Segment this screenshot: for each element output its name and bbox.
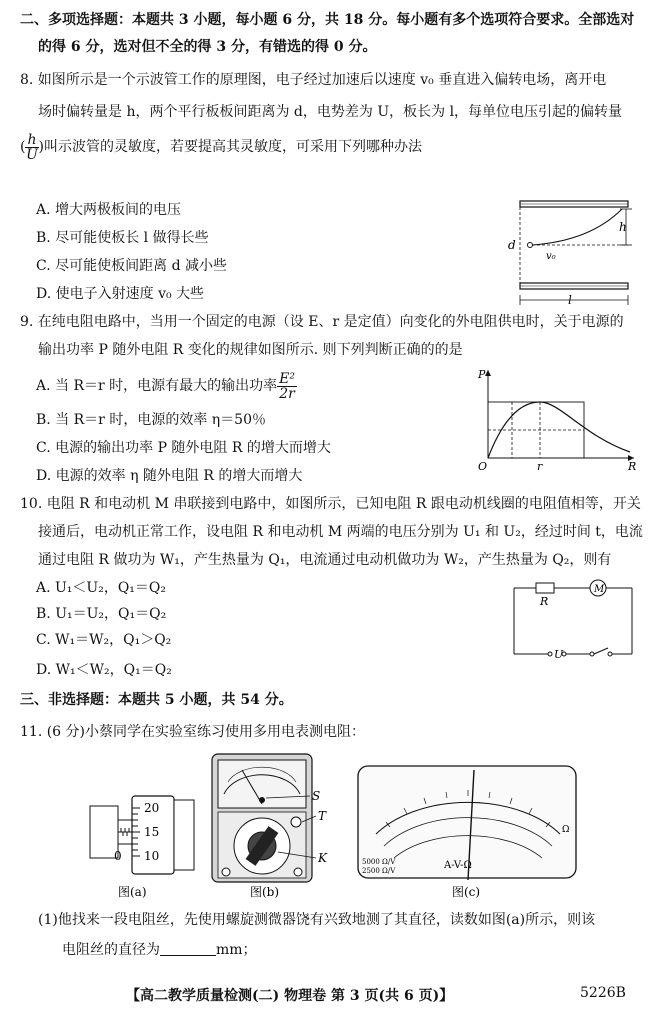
multimeter-figure [206,752,336,902]
origin-label: O [478,460,488,473]
q8-stem-3: ( $\frac{h}{U}$ )叫示波管的灵敏度，若要提高其灵敏度，可采用下列哪种办法 [20,131,422,163]
label-h: h [619,220,627,234]
q8-option-a[interactable]: A. 增大两极板间的电压 [36,202,182,218]
q11-sub1-line2: 电阻丝的直径为 mm； [62,942,257,958]
power-resistance-graph [474,366,640,474]
q11-sub1-line1: (1)他找来一段电阻丝，先使用螺旋测微器饶有兴致地测了其直径，读数如图(a)所示，则该 [38,912,596,928]
q10-option-b[interactable]: B. U₁＝U₂，Q₁＝Q₂ [36,606,167,622]
label-t: T [318,809,327,823]
q10-option-c[interactable]: C. W₁＝W₂，Q₁＞Q₂ [36,632,172,648]
q8-option-b[interactable]: B. 尽可能使板长 l 做得长些 [36,230,209,246]
sensitivity-fraction: $\frac{h}{U}$ [26,131,38,163]
q8-stem-2: 场时偏转量是 h，两个平行板板间距离为 d，电势差为 U，板长为 l，每单位电压引起的偏转量 [38,104,623,120]
q9-option-a[interactable]: A. 当 R＝r 时，电源有最大的输出功率 $\frac{\text{E²}}{2r}$ [36,370,295,402]
label-v0: v₀ [546,251,556,262]
q8-option-c[interactable]: C. 尽可能使板间距离 d 减小些 [36,258,227,274]
answer-blank[interactable] [160,941,216,956]
page-footer: 【高二教学质量检测(二) 物理卷 第 3 页(共 6 页)】 [126,988,454,1004]
label-motor: M [594,584,605,595]
label-l: l [568,293,572,307]
q10-option-a[interactable]: A. U₁＜U₂，Q₁＝Q₂ [36,580,167,596]
q9-option-d[interactable]: D. 电源的效率 η 随外电阻 R 的增大而增大 [36,468,303,484]
axis-label-p: P [478,368,486,381]
q9-option-c[interactable]: C. 电源的输出功率 P 随外电阻 R 的增大而增大 [36,440,331,456]
micrometer-zero: 0 [114,849,122,863]
micrometer-tick-10: 10 [144,849,160,863]
micrometer-figure [88,786,198,902]
q10-stem-3: 通过电阻 R 做功为 W₁，产生热量为 Q₁，电流通过电动机做功为 W₂，产生热量为 Q₂，则有 [38,552,612,568]
label-k: K [318,851,327,865]
paper-code: 5226B [580,985,626,1001]
axis-label-r: R [628,460,637,473]
q8-option-d[interactable]: D. 使电子入射速度 v₀ 大些 [36,286,205,302]
label-voltage: U [554,648,564,661]
q9-option-b[interactable]: B. 当 R＝r 时，电源的效率 η＝50％ [36,412,266,428]
meter-unit: A-V-Ω [444,860,472,871]
meter-ohm-symbol: Ω [562,825,570,835]
caption-b: 图(b) [250,885,280,899]
q10-stem-1: 10. 电阻 R 和电动机 M 串联接到电路中，如图所示，已知电阻 R 跟电动机线圈的电阻值相等，开关 [20,496,641,512]
meter-spec-5000: 5000 Ω/V [362,858,396,866]
label-resistor: R [540,595,549,608]
label-s: S [312,789,321,803]
max-power-fraction: $\frac{\text{E²}}{2r}$ [279,370,295,402]
section-heading: 二、多项选择题：本题共 3 小题，每小题 6 分，共 18 分。每小题有多个选项符合要求。全部选对 [20,12,635,28]
q11-stem: 11. (6 分)小蔡同学在实验室练习使用多用电表测电阻： [20,724,365,740]
section-heading-3: 三、非选择题：本题共 5 小题，共 54 分。 [20,692,293,708]
q9-stem-1: 9. 在纯电阻电路中，当用一个固定的电源（设 E、r 是定值）向变化的外电阻供电时，关于电源的 [20,314,624,330]
q8-stem-1: 8. 如图所示是一个示波管工作的原理图，电子经过加速后以速度 v₀ 垂直进入偏转电场，离开电 [20,72,607,88]
meter-dial-figure [356,764,580,902]
micrometer-tick-20: 20 [144,801,160,815]
series-circuit-diagram [506,574,640,664]
tick-label-r: r [537,460,543,473]
micrometer-tick-15: 15 [144,825,160,839]
section-heading-cont: 的得 6 分，选对但不全的得 3 分，有错选的得 0 分。 [38,39,377,55]
caption-c: 图(c) [452,885,481,899]
caption-a: 图(a) [118,885,147,899]
oscilloscope-deflection-diagram [500,195,640,310]
meter-spec-2500: 2500 Ω/V [362,867,396,875]
q9-stem-2: 输出功率 P 随外电阻 R 变化的规律如图所示. 则下列判断正确的的是 [38,342,463,358]
q10-option-d[interactable]: D. W₁＜W₂，Q₁＝Q₂ [36,662,172,678]
label-d: d [508,238,516,252]
q10-stem-2: 接通后，电动机正常工作，设电阻 R 和电动机 M 两端的电压分别为 U₁ 和 U₂，经过时间 t，电流 [38,524,643,540]
